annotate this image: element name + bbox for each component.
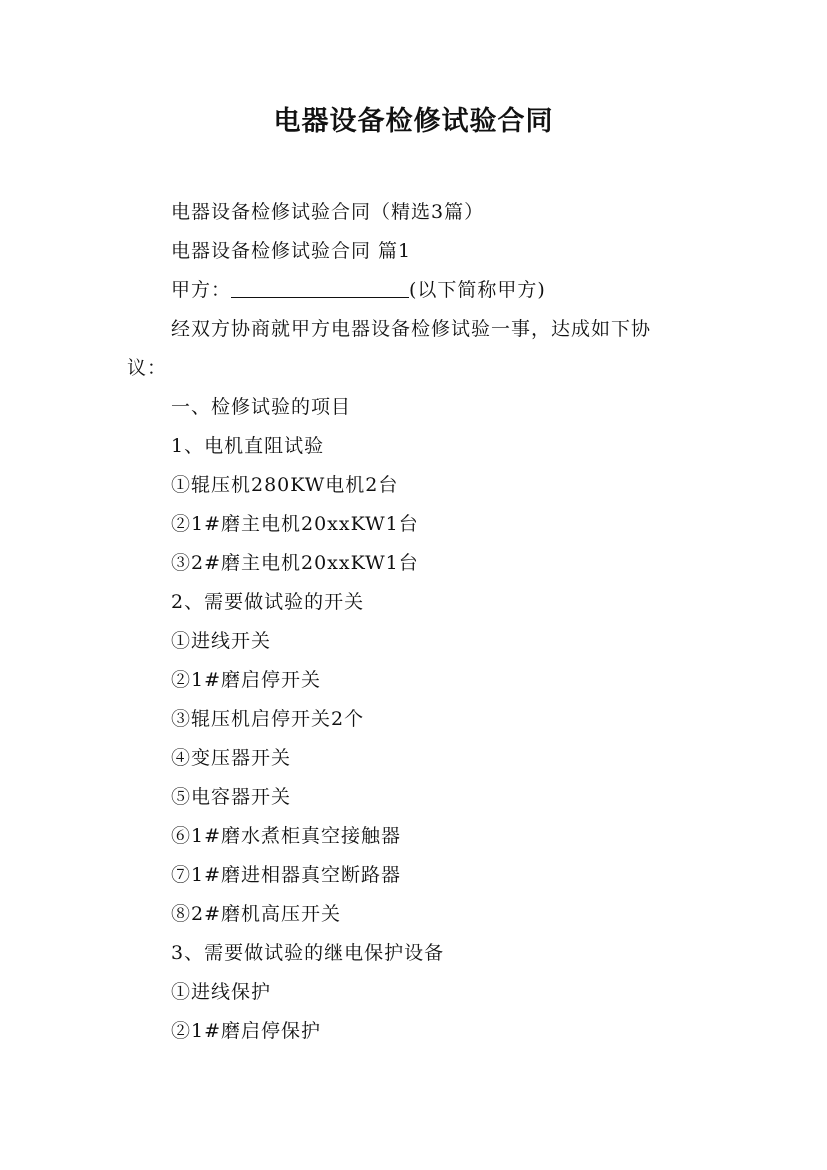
document-body [127, 193, 717, 1051]
list-item: ②1#磨启停保护 [171, 1020, 322, 1042]
list-item: ⑤电容器开关 [171, 786, 292, 808]
list-item: ⑦1#磨进相器真空断路器 [171, 864, 402, 886]
list-item: ③2#磨主电机20xxKW1台 [171, 552, 419, 574]
list-subheading: 2、需要做试验的开关 [171, 591, 365, 613]
document-title: 电器设备检修试验合同 [273, 106, 554, 137]
list-item: ②1#磨启停开关 [171, 669, 322, 691]
list-item: ③辊压机启停开关2个 [171, 708, 365, 730]
list-heading: 一、检修试验的项目 [171, 396, 352, 418]
list-item: ④变压器开关 [171, 747, 292, 769]
party-a-blank [231, 277, 409, 298]
party-a-label: 甲方： [171, 279, 232, 301]
subtitle-line: 电器设备检修试验合同（精选3篇） [171, 201, 485, 223]
party-a-note: (以下简称甲方) [409, 279, 546, 301]
section-heading: 电器设备检修试验合同 篇1 [171, 240, 412, 262]
list-item: ①进线保护 [171, 981, 272, 1003]
list-item: ⑧2#磨机高压开关 [171, 903, 342, 925]
list-item: ①辊压机280KW电机2台 [171, 474, 399, 496]
list-subheading: 1、电机直阻试验 [171, 435, 325, 457]
paragraph-line: 经双方协商就甲方电器设备检修试验一事，达成如下协 [171, 318, 652, 340]
list-item: ⑥1#磨水煮柜真空接触器 [171, 825, 402, 847]
party-a-line [127, 271, 717, 310]
list-item: ①进线开关 [171, 630, 272, 652]
list-item: ②1#磨主电机20xxKW1台 [171, 513, 419, 535]
list-subheading: 3、需要做试验的继电保护设备 [171, 942, 445, 964]
paragraph-line-continued: 议： [127, 357, 168, 379]
